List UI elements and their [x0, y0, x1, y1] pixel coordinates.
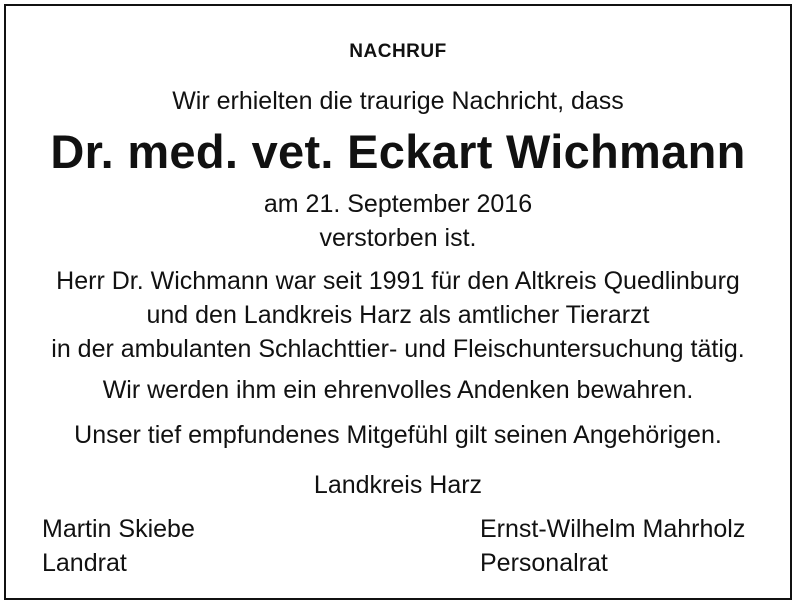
- signature-right-title: Personalrat: [480, 549, 608, 577]
- deceased-name: Dr. med. vet. Eckart Wichmann: [50, 125, 746, 178]
- memory-line: Wir werden ihm ein ehrenvolles Andenken bewahren.: [102, 376, 694, 404]
- signature-left-name: Martin Skiebe: [42, 515, 195, 543]
- organization-name: Landkreis Harz: [313, 471, 483, 499]
- notice-heading: NACHRUF: [349, 41, 447, 62]
- sympathy-line: Unser tief empfundenes Mitgefühl gilt seinen Angehörigen.: [74, 421, 722, 449]
- body-line-3: in der ambulanten Schlachttier- und Fleischuntersuchung tätig.: [51, 335, 745, 363]
- notice-frame: [4, 4, 792, 600]
- signature-right-name: Ernst-Wilhelm Mahrholz: [480, 515, 746, 543]
- passed-line: verstorben ist.: [319, 224, 477, 252]
- body-line-1: Herr Dr. Wichmann war seit 1991 für den Altkreis Quedlinburg: [56, 267, 740, 295]
- signature-left-title: Landrat: [42, 549, 127, 577]
- body-line-2: und den Landkreis Harz als amtlicher Tierarzt: [146, 301, 650, 329]
- intro-line: Wir erhielten die traurige Nachricht, dass: [172, 87, 624, 115]
- date-line: am 21. September 2016: [263, 190, 533, 218]
